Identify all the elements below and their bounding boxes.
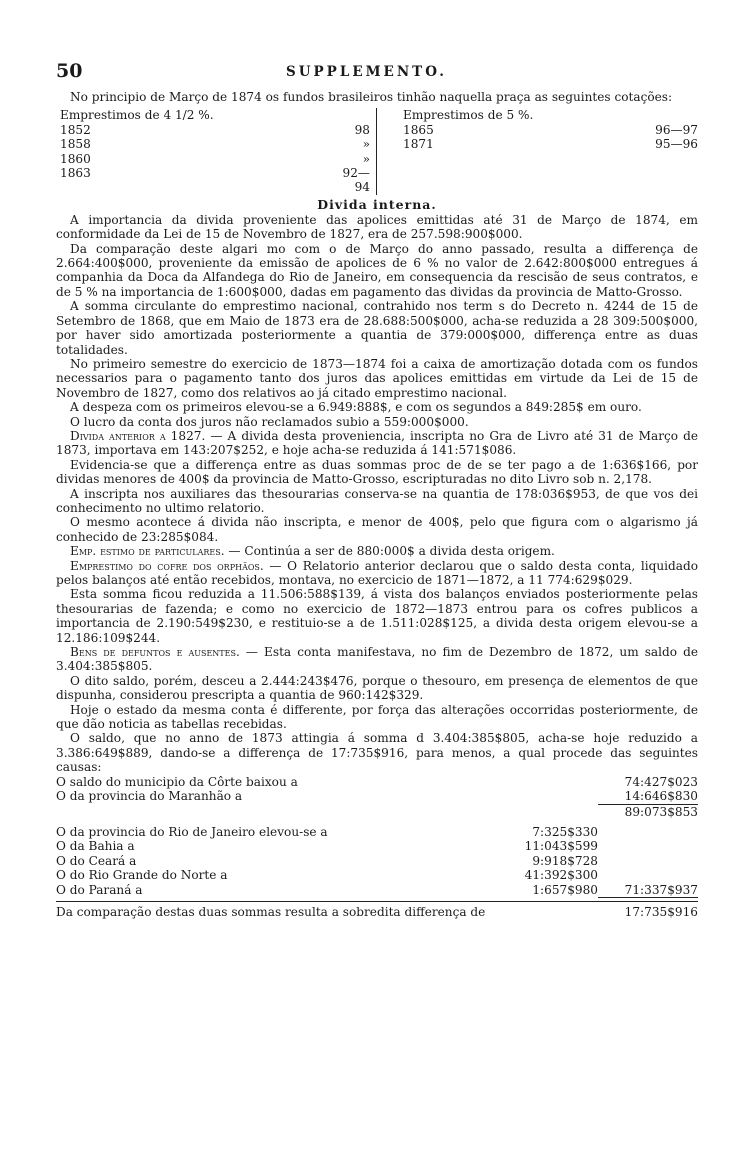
paragraph: Da comparação deste algari mo com o de Março do anno passado, resulta a differença de 2.664:400$000, proveniente da emissão de apolices de 6 % no valor de 2.642:800$000 entregues á companhia da Doca da Alfandega do Rio de Janeiro, em consequencia da rescisão de seus contratos, e de 5 % na importancia de 1:600$000, dadas em pagamento das dividas da provincia de Matto-Grosso.	[56, 241, 698, 299]
paragraph-defuntos: Bens de defuntos e ausentes. — Esta conta manifestava, no fim de Dezembro de 1872, um saldo de 3.404:385$805.	[56, 645, 698, 674]
paragraph: A inscripta nos auxiliares das thesourarias conserva-se na quantia de 178:036$953, de que vos dei conhecimento no ultimo relatorio.	[56, 486, 698, 515]
paragraph: A importancia da divida proveniente das apolices emittidas até 31 de Março de 1874, em conformidade da Lei de 15 de Novembro de 1827, era de 257.598:900$000.	[56, 212, 698, 242]
balance-row: O do Ceará a 9:918$728	[56, 853, 598, 868]
loans-5-column	[377, 108, 698, 194]
loan-row: 1865 96—97	[403, 122, 698, 137]
balance-row: O saldo do municipio da Côrte baixou a 74:427$023	[56, 774, 698, 789]
balance-row: O do Rio Grande do Norte a 41:392$300	[56, 868, 598, 883]
loans-4-5-title: Emprestimos de 4 1/2 %.	[60, 108, 214, 123]
paragraph: O saldo, que no anno de 1873 attingia á somma d 3.404:385$805, acha-se hoje reduzido a 3.386:649$889, dando-se a differença de 17:735$916, para menos, a qual procede das seguintes causas:	[56, 731, 698, 775]
balance-row: O da provincia do Maranhão a 14:646$830	[56, 789, 698, 804]
paragraph: A despeza com os primeiros elevou-se a 6.949:888$, e com os segundos a 849:285$ em ouro.	[70, 400, 642, 415]
loan-quotations	[60, 108, 698, 194]
paragraph: Evidencia-se que a differença entre as duas sommas proc de de se ter pago a de 1:636$166, por dividas menores de 400$ da provincia de Matto-Grosso, escripturadas no dito Livro sob n. 2,178.	[56, 457, 698, 487]
paragraph-label: Divida anterior a 1827.	[70, 428, 206, 443]
section-heading: Divida interna.	[317, 196, 437, 212]
paragraph: A somma circulante do emprestimo nacional, contrahido nos term s do Decreto n. 4244 de 15 de Setembro de 1868, que em Maio de 1873 era de 28.688:500$000, acha-se reduzida a 28 309:500$000, por haver sido amortizada posteriormente a quantia de 379:000$000, differença entre as duas totalidades.	[56, 299, 698, 357]
loans-5-title: Emprestimos de 5 %.	[403, 108, 534, 123]
paragraph: No primeiro semestre do exercicio de 1873—1874 foi a caixa de amortização dotada com os fundos necessarios para o pagamento tanto dos juros das apolices emittidas em virtude da Lei de 15 de Novembro de 1827, como dos relativos ao já citado emprestimo nacional.	[56, 356, 698, 400]
document-page	[56, 60, 698, 919]
paragraph: Esta somma ficou reduzida a 11.506:588$139, á vista dos balanços enviados posteriormente pelas thesourarias de fazenda; e como no exercicio de 1872—1873 entrou para os cofres publicos a importancia de 2.190:549$230, e restituio-se a de 1.511:028$125, a divida desta origem elevou-se a 12.186:109$244.	[56, 587, 698, 645]
paragraph-particulares: Emp. estimo de particulares. — Continúa a ser de 880:000$ a divida desta origem.	[70, 544, 555, 559]
loan-row: 1852 98	[60, 122, 370, 137]
paragraph-orphaos: Emprestimo do cofre dos orphãos. — O Relatorio anterior declarou que o saldo desta conta, liquidado pelos balanços até então recebidos, montava, no exercicio de 1871—1872, a 11 774:629$029.	[56, 558, 698, 587]
loan-row: 1863 92—94	[60, 166, 370, 195]
running-title: SUPPLEMENTO.	[286, 64, 447, 80]
balance-table	[56, 775, 698, 920]
paragraph-label: Emp. estimo de particulares.	[70, 544, 225, 559]
paragraph-label: Emprestimo do cofre dos orphãos.	[70, 558, 264, 573]
page-header	[56, 60, 698, 90]
balance-final: Da comparação destas duas sommas resulta a sobredita differença de 17:735$916	[56, 904, 698, 919]
loans-4-5-column	[60, 108, 377, 194]
loan-row: 1860 »	[60, 151, 370, 166]
paragraph-divida-anterior: Divida anterior a 1827. — A divida desta proveniencia, inscripta no Gra de Livro até 31 de Março de 1873, importava em 143:207$252, e hoje acha-se reduzida á 141:571$086.	[56, 428, 699, 458]
paragraph: O lucro da conta dos juros não reclamados subio a 559:000$000.	[70, 414, 469, 429]
paragraph: O mesmo acontece á divida não inscripta, e menor de 400$, pelo que figura com o algarismo já conhecido de 23:285$084.	[56, 515, 698, 544]
paragraph-label: Bens de defuntos e ausentes.	[70, 645, 240, 660]
intro-paragraph: No principio de Março de 1874 os fundos brasileiros tinhão naquella praça as seguintes cotações:	[70, 90, 673, 104]
balance-row: O da Bahia a 11:043$599	[56, 839, 598, 854]
balance-subtotal: 89:073$853	[624, 804, 698, 819]
loan-row: 1858 »	[60, 137, 370, 152]
paragraph: O dito saldo, porém, desceu a 2.444:243$476, porque o thesouro, em presença de elementos de que dispunha, considerou prescripta a quantia de 960:142$329.	[56, 673, 698, 703]
balance-row: O do Paraná a 1:657$980 71:337$937	[56, 882, 698, 897]
loan-row: 1871 95—96	[403, 137, 698, 152]
page-number: 50	[56, 60, 83, 82]
paragraph: Hoje o estado da mesma conta é differente, por força das alterações occorridas posteriormente, de que dão noticia as tabellas recebidas.	[56, 702, 698, 732]
balance-row: O da provincia do Rio de Janeiro elevou-se a 7:325$330	[56, 824, 598, 839]
